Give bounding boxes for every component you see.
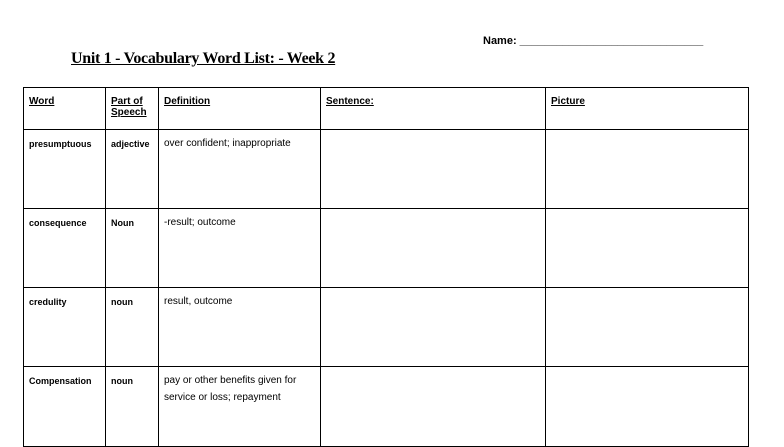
picture-cell[interactable] xyxy=(546,209,749,288)
word-cell: presumptuous xyxy=(24,130,106,209)
table-row xyxy=(24,130,749,209)
table-row xyxy=(24,209,749,288)
definition-cell: pay or other benefits given for service or loss; repayment xyxy=(159,367,321,447)
column-header-definition: Definition xyxy=(159,88,321,130)
column-header-sentence: Sentence: xyxy=(321,88,546,130)
column-header-picture: Picture xyxy=(546,88,749,130)
vocabulary-table xyxy=(23,87,749,447)
picture-cell[interactable] xyxy=(546,130,749,209)
word-cell: Compensation xyxy=(24,367,106,447)
word-cell: credulity xyxy=(24,288,106,367)
table-row xyxy=(24,367,749,447)
picture-cell[interactable] xyxy=(546,288,749,367)
sentence-cell[interactable] xyxy=(321,367,546,447)
page-title: Unit 1 - Vocabulary Word List: - Week 2 xyxy=(71,50,336,67)
table-header-row xyxy=(24,88,749,130)
sentence-cell[interactable] xyxy=(321,130,546,209)
part-of-speech-cell: Noun xyxy=(106,209,159,288)
column-header-word: Word xyxy=(24,88,106,130)
sentence-cell[interactable] xyxy=(321,209,546,288)
definition-cell: result, outcome xyxy=(159,288,321,367)
sentence-cell[interactable] xyxy=(321,288,546,367)
part-of-speech-cell: noun xyxy=(106,367,159,447)
picture-cell[interactable] xyxy=(546,367,749,447)
part-of-speech-cell: adjective xyxy=(106,130,159,209)
column-header-part-of-speech: Part of Speech xyxy=(106,88,159,130)
table-row xyxy=(24,288,749,367)
name-field-label: Name: ______________________________ xyxy=(483,35,704,47)
definition-cell: over confident; inappropriate xyxy=(159,130,321,209)
part-of-speech-cell: noun xyxy=(106,288,159,367)
definition-cell: -result; outcome xyxy=(159,209,321,288)
word-cell: consequence xyxy=(24,209,106,288)
